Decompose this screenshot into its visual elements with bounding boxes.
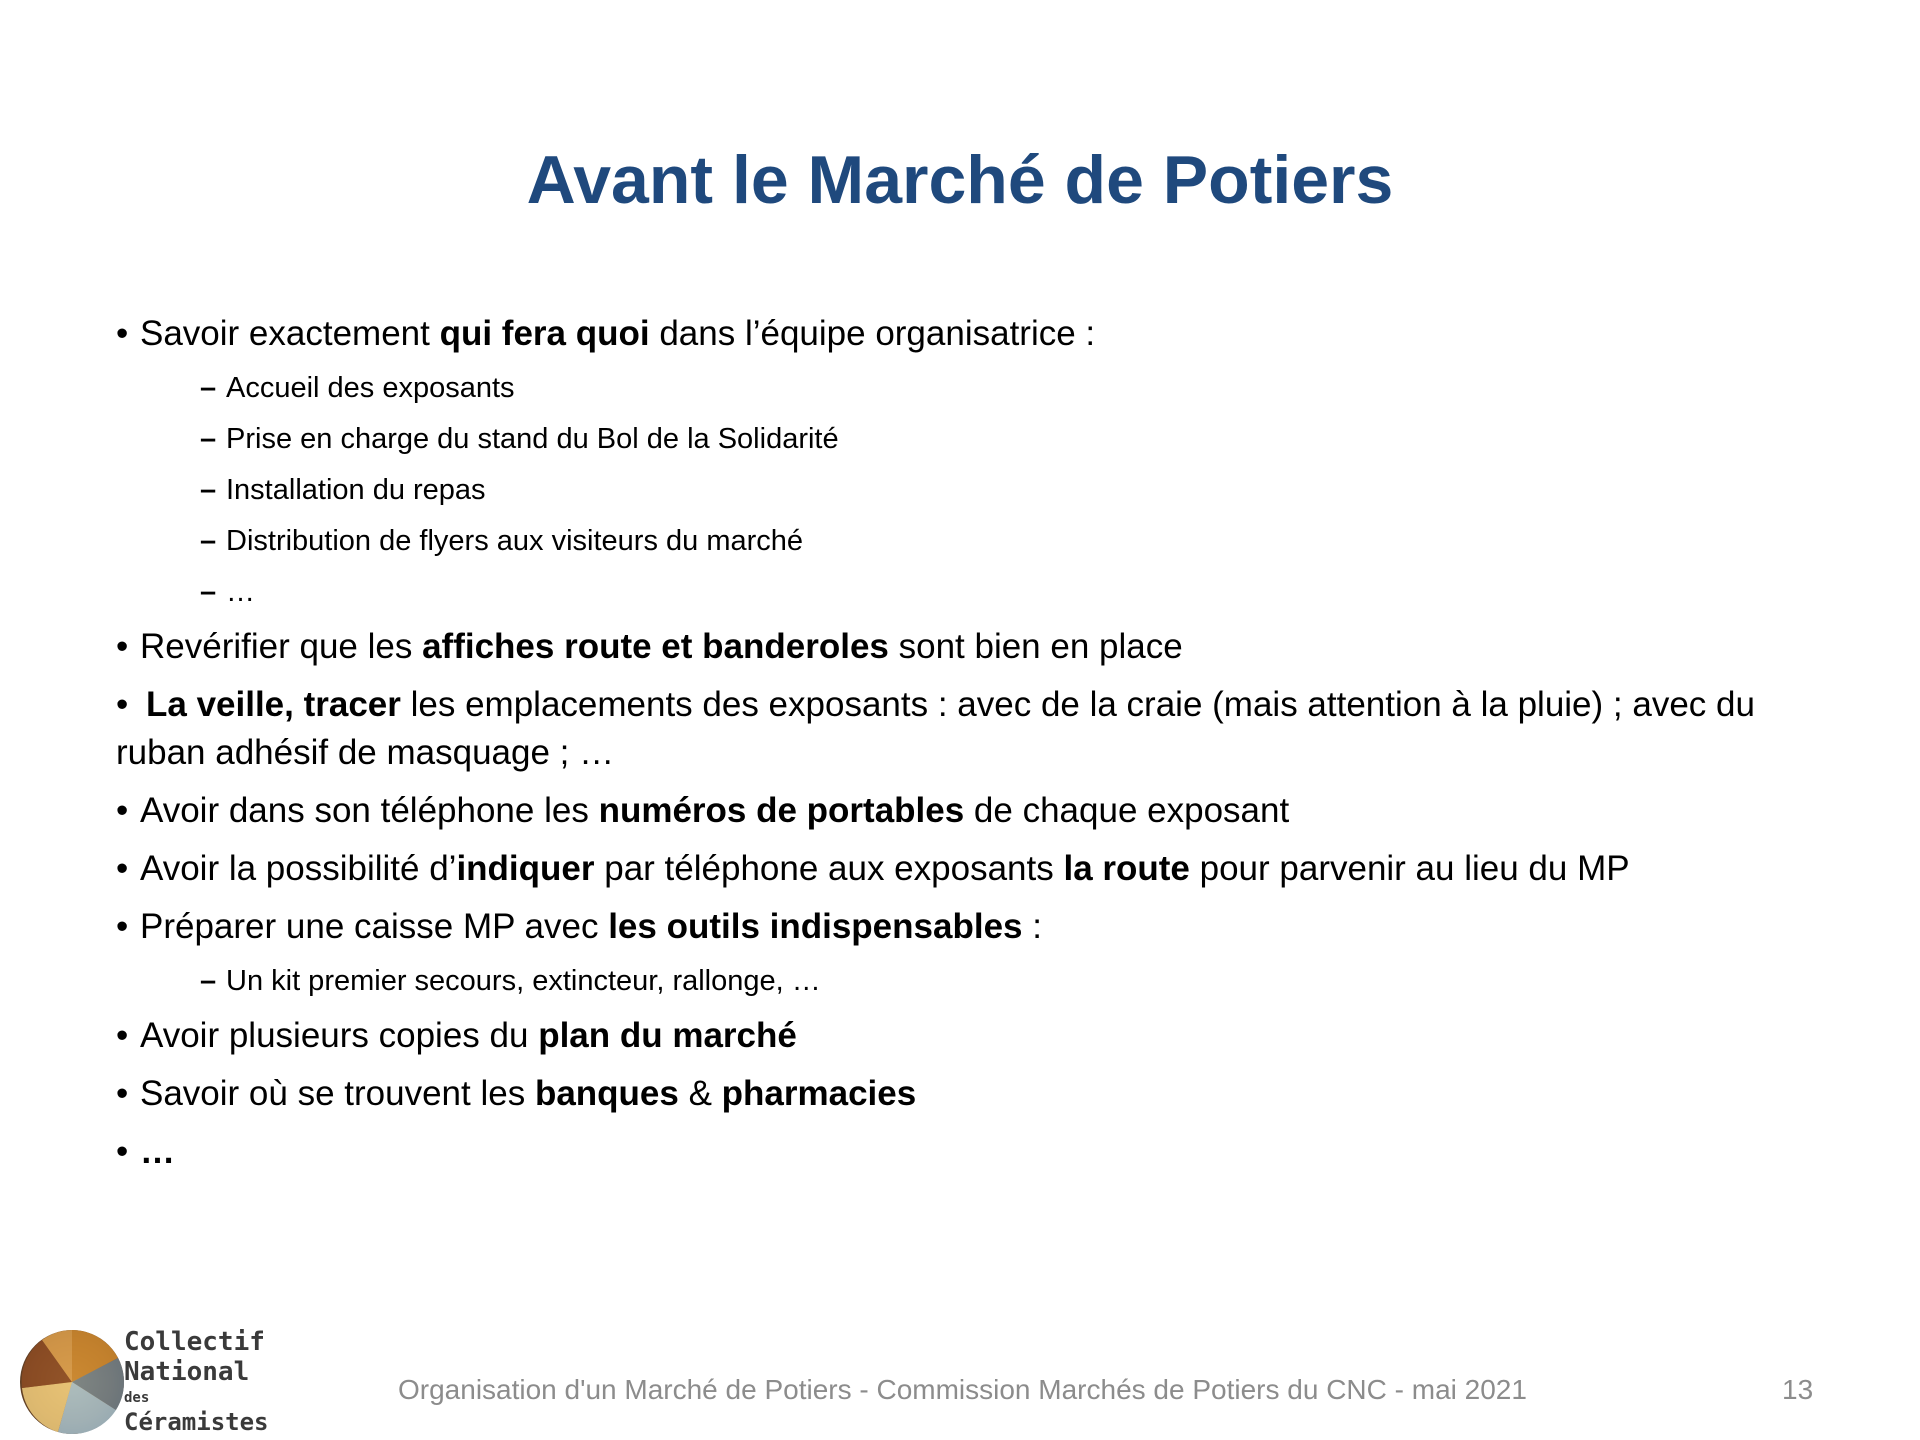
bullet-bold-text: plan du marché — [538, 1016, 797, 1055]
bullet-item — [116, 623, 1836, 671]
bullet-bold-text: indiquer — [456, 849, 595, 888]
bullet-item — [116, 1012, 1836, 1060]
bullet-text: & — [678, 1074, 722, 1113]
bullet-bold-text: La veille, tracer — [146, 685, 401, 724]
bullet-bold-text: … — [140, 1132, 175, 1171]
footer-text: Organisation d'un Marché de Potiers - Commission Marchés de Potiers du CNC - mai 2021 — [398, 1374, 1527, 1405]
bullet-bold-text: qui fera quoi — [439, 314, 650, 353]
bullet-bold-text: pharmacies — [721, 1074, 917, 1113]
logo-line-1: Collectif — [124, 1327, 265, 1357]
logo-line-2: National — [124, 1357, 250, 1387]
sub-item: – Prise en charge du stand du Bol de la Solidarité — [200, 419, 1836, 459]
sub-item: – … — [200, 572, 1836, 612]
bullet-bold-text: les outils indispensables — [608, 907, 1023, 946]
bullet-text: Revérifier que les — [140, 627, 423, 666]
bullet-text: : — [1022, 907, 1042, 946]
bullet-item — [116, 787, 1836, 835]
sub-item: – Distribution de flyers aux visiteurs du marché — [200, 521, 1836, 561]
bullet-item — [116, 681, 1836, 777]
bullet-text: Préparer une caisse MP avec — [140, 907, 609, 946]
bullet-text: sont bien en place — [888, 627, 1183, 666]
bullet-text: par téléphone aux exposants — [594, 849, 1064, 888]
bullet-bold-text: affiches route et banderoles — [422, 627, 889, 666]
logo-graphic — [18, 1318, 268, 1440]
bullet-item — [116, 1128, 1836, 1176]
bullet-text: dans l’équipe organisatrice : — [649, 314, 1096, 353]
bullet-text: de chaque exposant — [964, 791, 1290, 830]
sub-item: – Installation du repas — [200, 470, 1836, 510]
slide-title: Avant le Marché de Potiers — [526, 142, 1394, 218]
bullet-item — [116, 310, 1836, 358]
logo-line-3: des — [124, 1390, 150, 1406]
page-number: 13 — [1782, 1374, 1814, 1405]
slide-content — [116, 310, 1836, 1186]
bullet-text: pour parvenir au lieu du MP — [1189, 849, 1630, 888]
sub-item: – Accueil des exposants — [200, 368, 1836, 408]
bullet-text: Avoir dans son téléphone les — [140, 791, 599, 830]
sub-list — [116, 368, 1836, 612]
bullet-text: Savoir exactement — [140, 314, 440, 353]
bullet-bold-text: la route — [1063, 849, 1190, 888]
sub-list — [116, 961, 1836, 1001]
sub-item: – Un kit premier secours, extincteur, rallonge, … — [200, 961, 1836, 1001]
bullet-item — [116, 1070, 1836, 1118]
bullet-text: Avoir plusieurs copies du — [140, 1016, 539, 1055]
bullet-text: Savoir où se trouvent les — [140, 1074, 535, 1113]
bullet-text: Avoir la possibilité d’ — [140, 849, 457, 888]
bullet-bold-text: banques — [534, 1074, 679, 1113]
cnc-logo — [18, 1318, 268, 1440]
bullet-item — [116, 903, 1836, 951]
bullet-text: les emplacements des exposants : avec de la craie (mais attention à la pluie) ; avec du ruban adhésif de masquage ; … — [116, 685, 1755, 772]
bullet-bold-text: numéros de portables — [598, 791, 965, 830]
logo-line-4: Céramistes — [124, 1408, 268, 1436]
bullet-item — [116, 845, 1836, 893]
